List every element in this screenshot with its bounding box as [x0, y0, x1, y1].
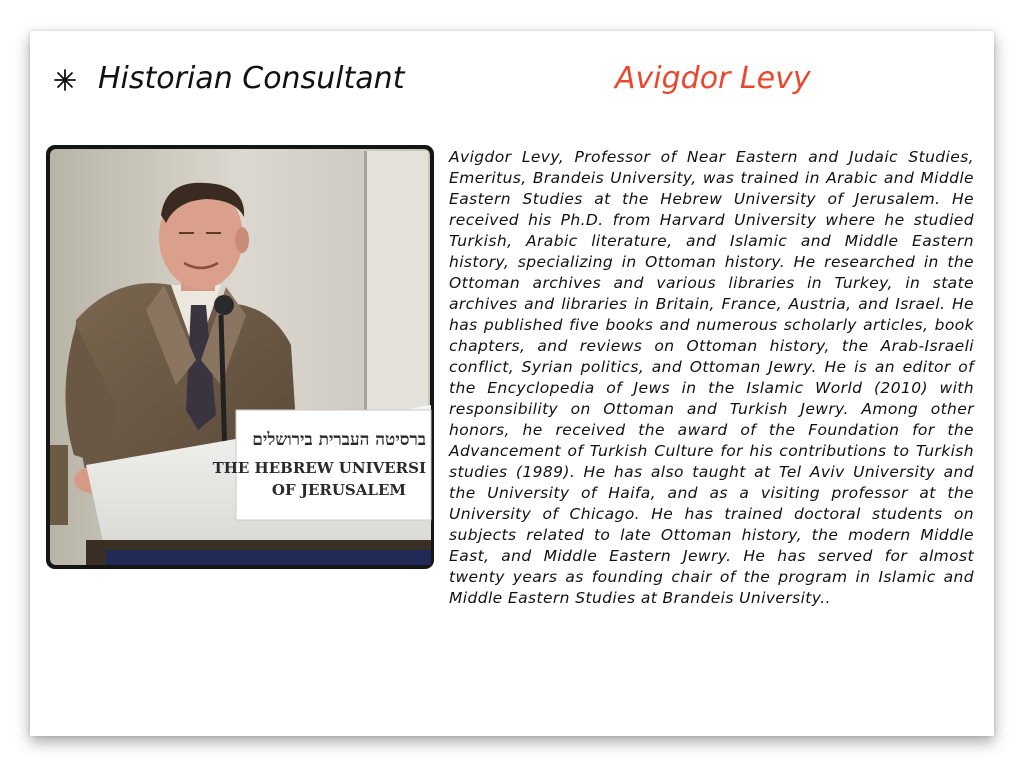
biography-text: Avigdor Levy, Professor of Near Eastern and Judaic Studies, Emeritus, Brandeis University, was trained in Arabic and Middle Eastern Studies at the Hebrew University of Jerusalem. He received his Ph.D. from Harvard University where he studied Turkish, Arabic literature, and Islamic and Middle Eastern history, specializing in Ottoman history. He researched in the Ottoman archives and various libraries in Turkey, in state archives and libraries in Britain, France, Austria, and Israel. He has published five books and numerous scholarly articles, book chapters, and reviews on Ottoman history, the Arab-Israeli conflict, Syrian politics, and Ottoman Jewry. He is an editor of the Encyclopedia of Jews in the Islamic World (2010) with responsibility on Ottoman and Turkish Jewry. Among other honors, he received the award of the Foundation for the Advancement of Turkish Culture for his contributions to Turkish studies (1989). He has also taught at Tel Aviv University and the University of Haifa, and as a visiting professor at the University of Chicago. He has trained doctoral students on subjects related to late Ottoman history, the modern Middle East, and Middle Eastern Jewry. He has served for almost twenty years as founding chair of the program in Islamic and Middle Eastern Studies at Brandeis University..	[449, 148, 974, 607]
podium-sign-line1: THE HEBREW UNIVERSI	[212, 459, 426, 477]
slide-title: Historian Consultant	[98, 60, 405, 96]
asterisk-icon	[52, 66, 78, 92]
podium-sign-hebrew: ברסיטה העברית בירושלים	[252, 430, 426, 450]
slide	[30, 31, 994, 736]
podium-sign-line2: OF JERUSALEM	[271, 481, 406, 499]
portrait-photo	[46, 145, 434, 569]
slide-heading	[52, 56, 404, 100]
consultant-name: Avigdor Levy	[615, 60, 811, 96]
